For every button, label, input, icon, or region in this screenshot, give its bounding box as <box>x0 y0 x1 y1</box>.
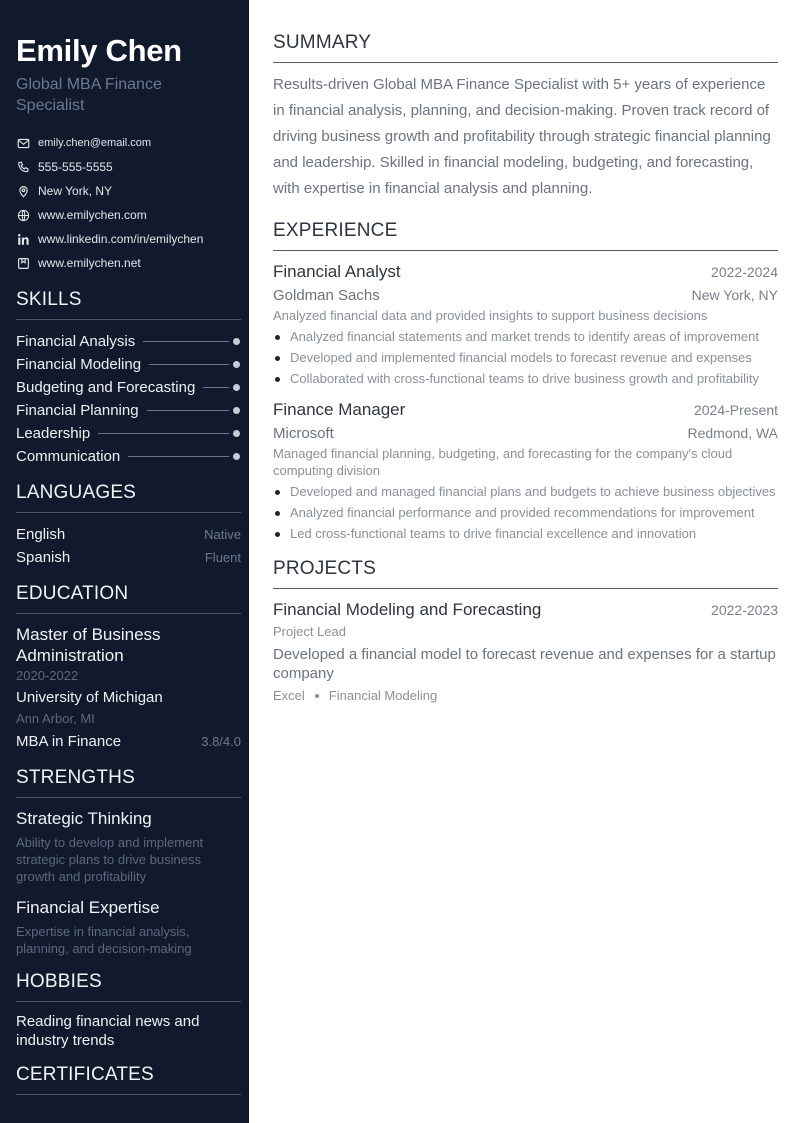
phone-icon <box>16 160 30 174</box>
skill-label: Financial Analysis <box>16 333 136 350</box>
skill-label: Budgeting and Forecasting <box>16 379 196 396</box>
education-school: University of Michigan <box>16 689 163 706</box>
strength-description: Expertise in financial analysis, planning, and decision-making <box>16 924 192 956</box>
skill-label: Leadership <box>16 425 91 442</box>
language-item <box>16 546 241 569</box>
contact-website-text: www.emilychen.com <box>38 208 147 222</box>
education-field-row <box>16 729 241 753</box>
skill-level-dot <box>233 361 240 368</box>
job-dates: 2024-Present <box>693 402 778 418</box>
skill-item <box>16 353 241 376</box>
profile-title: Global MBA Finance Specialist <box>16 76 162 114</box>
skill-item <box>16 330 241 353</box>
languages-heading: LANGUAGES <box>16 482 241 513</box>
job-subheader <box>273 421 778 444</box>
certificates-section <box>16 1064 241 1095</box>
skill-label: Communication <box>16 448 121 465</box>
job-bullet: Analyzed financial performance and provided recommendations for improvement <box>273 504 778 521</box>
contact-linkedin-text: www.linkedin.com/in/emilychen <box>38 232 204 246</box>
projects-section <box>273 558 778 703</box>
contact-blog-text: www.emilychen.net <box>38 256 141 270</box>
strengths-section <box>16 767 241 957</box>
job-bullet: Collaborated with cross-functional teams to drive business growth and profitability <box>273 370 778 387</box>
job-bullets <box>273 483 778 542</box>
job-bullet: Led cross-functional teams to drive financial excellence and innovation <box>273 525 778 542</box>
job-entry <box>273 261 778 387</box>
strength-item <box>16 808 241 885</box>
globe-icon <box>16 208 30 222</box>
skill-level-dot <box>233 430 240 437</box>
experience-section <box>273 220 778 542</box>
project-description: Developed a financial model to forecast revenue and expenses for a startup company <box>273 646 776 682</box>
language-item <box>16 523 241 546</box>
sidebar <box>0 0 249 1123</box>
job-title: Financial Analyst <box>273 262 401 281</box>
contact-list <box>16 131 241 275</box>
job-company: Microsoft <box>273 425 334 442</box>
job-bullets <box>273 328 778 387</box>
job-dates: 2022-2024 <box>711 264 778 280</box>
projects-heading: PROJECTS <box>273 558 778 589</box>
language-name: English <box>16 526 66 543</box>
project-title: Financial Modeling and Forecasting <box>273 600 542 619</box>
skill-item <box>16 422 241 445</box>
education-field: MBA in Finance <box>16 732 122 750</box>
skill-item <box>16 445 241 468</box>
education-degree: Master of Business Administration <box>16 625 161 665</box>
job-description: Analyzed financial data and provided insights to support business decisions <box>273 308 708 323</box>
summary-text: Results-driven Global MBA Finance Specialist with 5+ years of experience in financial analysis, planning, and decision-making. Proven track record of driving business growth and profitability through strategic financial planning and leadership. Skilled in financial modeling, budgeting, and forecasting, with expertise in financial analysis and planning. <box>273 76 771 197</box>
contact-email-text: emily.chen@email.com <box>38 137 152 149</box>
strength-description: Ability to develop and implement strategic plans to drive business growth and profitability <box>16 835 204 884</box>
education-location: Ann Arbor, MI <box>16 711 95 726</box>
skill-level-dot <box>233 453 240 460</box>
project-dates: 2022-2023 <box>711 602 778 618</box>
job-header <box>273 261 778 283</box>
email-icon <box>16 136 30 150</box>
project-tags <box>273 688 778 703</box>
language-level: Native <box>204 527 241 542</box>
experience-heading: EXPERIENCE <box>273 220 778 251</box>
skill-level-dot <box>233 384 240 391</box>
strength-title: Strategic Thinking <box>16 809 152 828</box>
language-level: Fluent <box>204 550 241 565</box>
contact-email[interactable] <box>16 131 241 155</box>
location-icon <box>16 184 30 198</box>
skill-level-dot <box>233 407 240 414</box>
job-header <box>273 399 778 421</box>
job-bullet: Developed and implemented financial models to forecast revenue and expenses <box>273 349 778 366</box>
summary-section <box>273 32 778 202</box>
bookmark-icon <box>16 256 30 270</box>
contact-location <box>16 179 241 203</box>
contact-linkedin[interactable] <box>16 227 241 251</box>
education-dates: 2020-2022 <box>16 668 79 683</box>
contact-location-text: New York, NY <box>38 184 113 198</box>
hobbies-section <box>16 971 241 1050</box>
job-entry <box>273 399 778 542</box>
summary-heading: SUMMARY <box>273 32 778 63</box>
hobbies-heading: HOBBIES <box>16 971 241 1002</box>
strength-item <box>16 897 241 957</box>
skill-label: Financial Planning <box>16 402 139 419</box>
project-entry <box>273 599 778 703</box>
contact-phone-text: 555-555-5555 <box>38 160 113 174</box>
skill-item <box>16 376 241 399</box>
project-role: Project Lead <box>273 624 346 639</box>
job-title: Finance Manager <box>273 400 406 419</box>
job-description: Managed financial planning, budgeting, and forecasting for the company's cloud computing division <box>273 446 733 478</box>
contact-website[interactable] <box>16 203 241 227</box>
job-location: Redmond, WA <box>687 425 778 441</box>
project-tag: Financial Modeling <box>328 688 438 703</box>
skill-label: Financial Modeling <box>16 356 142 373</box>
contact-blog[interactable] <box>16 251 241 275</box>
job-company: Goldman Sachs <box>273 287 380 304</box>
main-content <box>273 0 778 703</box>
linkedin-icon <box>16 232 30 246</box>
education-heading: EDUCATION <box>16 583 241 614</box>
project-header <box>273 599 778 621</box>
hobby-item: Reading financial news and industry trends <box>16 1013 200 1049</box>
strengths-heading: STRENGTHS <box>16 767 241 798</box>
project-tag: Excel <box>273 688 305 703</box>
job-location: New York, NY <box>691 287 778 303</box>
job-bullet: Developed and managed financial plans and budgets to achieve business objectives <box>273 483 778 500</box>
skill-item <box>16 399 241 422</box>
skill-level-dot <box>233 338 240 345</box>
job-bullet: Analyzed financial statements and market trends to identify areas of improvement <box>273 328 778 345</box>
profile-name: Emily Chen <box>16 33 182 68</box>
skills-section <box>16 289 241 468</box>
education-gpa: 3.8/4.0 <box>201 733 241 749</box>
contact-phone[interactable] <box>16 155 241 179</box>
languages-section <box>16 482 241 569</box>
language-name: Spanish <box>16 549 71 566</box>
education-section <box>16 583 241 753</box>
skills-heading: SKILLS <box>16 289 241 320</box>
strength-title: Financial Expertise <box>16 898 160 917</box>
tag-separator-dot <box>315 694 319 698</box>
certificates-heading: CERTIFICATES <box>16 1064 241 1095</box>
job-subheader <box>273 283 778 306</box>
